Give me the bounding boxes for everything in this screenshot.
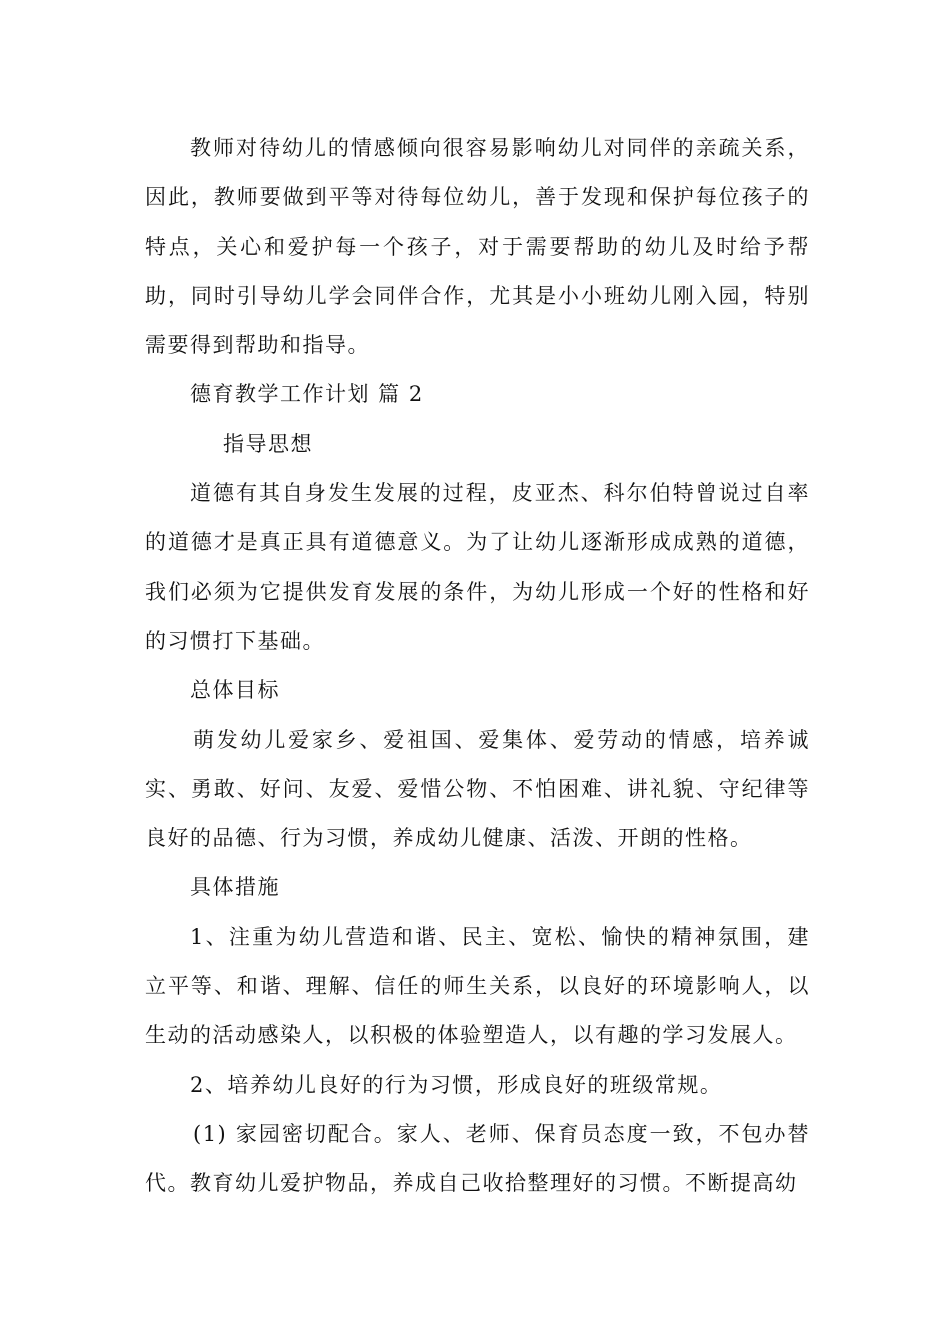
heading-guiding-thought: 指导思想 [223, 431, 313, 456]
paragraph-moral-development: 道德有其自身发生发展的过程，皮亚杰、科尔伯特曾说过自率的道德才是真正具有道德意义。为了让幼儿逐渐形成成熟的道德，我们必须为它提供发育发展的条件，为幼儿形成一个好的性格和好的习惯打下基础。 [145, 481, 810, 653]
document-body [145, 124, 810, 1209]
paragraph-measure-2: 2、培养幼儿良好的行为习惯，形成良好的班级常规。 [190, 1072, 723, 1097]
heading-overall-goal: 总体目标 [190, 678, 280, 703]
heading-specific-measures: 具体措施 [190, 875, 280, 900]
paragraph-measure-2-1: (1) 家园密切配合。家人、老师、保育员态度一致，不包办替代。教育幼儿爱护物品，养成自己收拾整理好的习惯。不断提高幼 [145, 1121, 810, 1196]
paragraph-overall-goal: 萌发幼儿爱家乡、爱祖国、爱集体、爱劳动的情感，培养诚实、勇敢、好问、友爱、爱惜公物、不怕困难、讲礼貌、守纪律等良好的品德、行为习惯，养成幼儿健康、活泼、开朗的性格。 [145, 727, 810, 851]
paragraph-teacher-attitude: 教师对待幼儿的情感倾向很容易影响幼儿对同伴的亲疏关系，因此，教师要做到平等对待每位幼儿，善于发现和保护每位孩子的特点，关心和爱护每一个孩子，对于需要帮助的幼儿及时给予帮助，同时引导幼儿学会同伴合作，尤其是小小班幼儿刚入园，特别需要得到帮助和指导。 [145, 136, 810, 358]
section-title-plan-2: 德育教学工作计划 篇 2 [190, 382, 424, 407]
paragraph-measure-1: 1、注重为幼儿营造和谐、民主、宽松、愉快的精神氛围，建立平等、和谐、理解、信任的师生关系，以良好的环境影响人，以生动的活动感染人，以积极的体验塑造人，以有趣的学习发展人。 [145, 924, 810, 1048]
